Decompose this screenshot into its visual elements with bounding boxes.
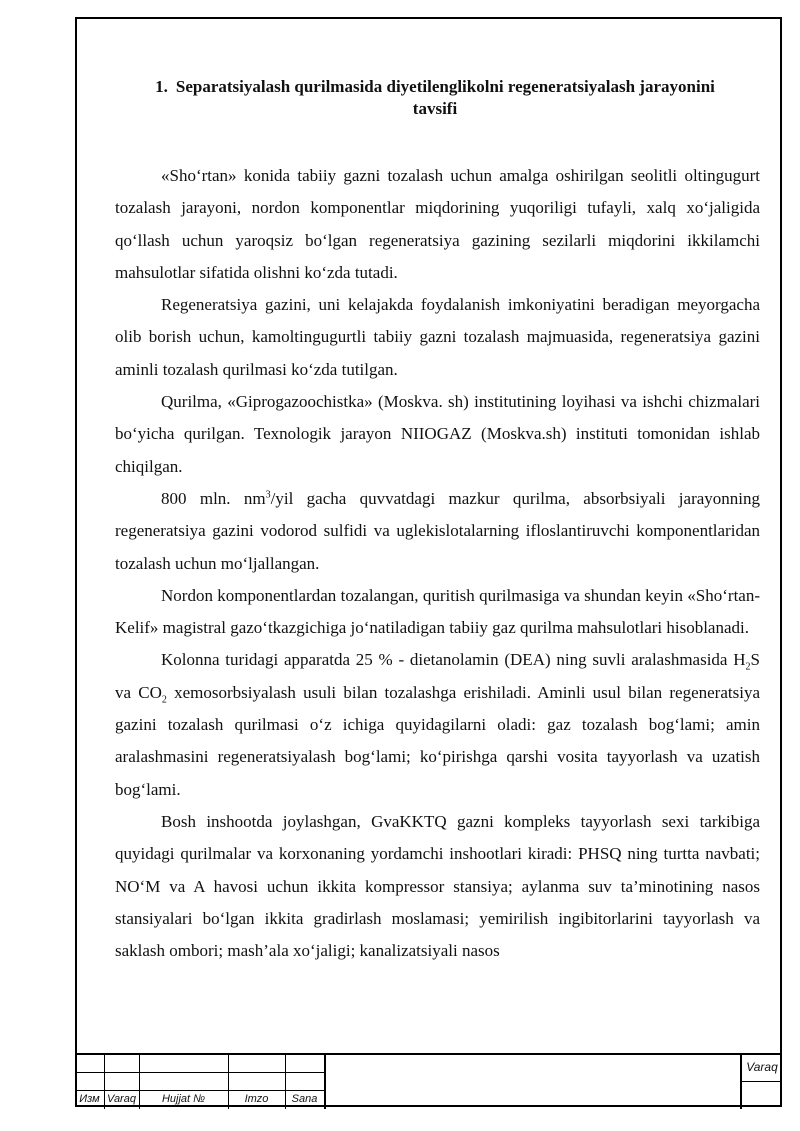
p6-text-a: Kolonna turidagi apparatda 25 % - dietanolamin (DEA) ning suvli aralashmasida H xyxy=(161,650,746,670)
p6-subscript-2: 2 xyxy=(161,694,167,706)
section-title-line1: Separatsiyalash qurilmasida diyetilenglikolni regeneratsiyalash jarayonini xyxy=(175,77,715,96)
p4-superscript: 3 xyxy=(265,489,271,501)
p6-text-c: xemosorbsiyalash usuli bilan tozalashga erishiladi. Aminli usul bilan regeneratsiya gazini tozalash qurilmasi o‘z ichiga quyidagilarni oladi: gaz tozalash bog‘lami; amin aralashmasini regeneratsiyalash bog‘lami; ko‘pirishga qarshi vosita tayyorlash va uzatish bog‘lami. xyxy=(115,682,760,799)
section-heading xyxy=(110,76,760,120)
paragraph-5: Nordon komponentlardan tozalangan, quritish qurilmasiga va shundan keyin «Sho‘rtan-Kelif» magistral gazo‘tkazgichiga jo‘natiladigan tabiiy gaz qurilma mahsulotlari hisoblanadi. xyxy=(115,585,760,638)
section-number: 1. xyxy=(155,77,168,96)
grid-line xyxy=(740,1055,742,1109)
hujjat-label: Hujjat № xyxy=(161,1093,206,1105)
p6-subscript-1: 2 xyxy=(745,661,751,673)
grid-line xyxy=(75,1072,325,1073)
izm-label: Изм xyxy=(79,1093,100,1105)
paragraph-2: Regeneratsiya gazini, uni kelajakda foydalanish imkoniyatini beradigan meyorgacha olib borish uchun, kamoltingugurtli tabiiy gazni tozalash majmuasida, regeneratsiya gazini aminli tozalash qurilmasi ko‘zda tutilgan. xyxy=(115,295,760,379)
grid-line xyxy=(324,1055,326,1109)
title-block xyxy=(75,1053,782,1109)
p4-text-b: /yil gacha quvvatdagi mazkur qurilma, absorbsiyali jarayonning regeneratsiya gazini vodorod sulfidi va uglekislotalarning ifloslantiruvchi komponentlaridan tozalash uchun mo‘ljallangan. xyxy=(115,488,761,573)
p6-text-b: S va CO xyxy=(115,650,760,702)
sheet-label: Varaq xyxy=(746,1060,778,1074)
paragraph-3: Qurilma, «Giprogazoochistka» (Moskva. sh) institutining loyihasi va ishchi chizmalari bo‘yicha qurilgan. Texnologik jarayon NIIOGAZ (Moskva.sh) instituti tomonidan ishlab chiqilgan. xyxy=(115,392,760,476)
paragraph-7: Bosh inshootda joylashgan, GvaKKTQ gazni kompleks tayyorlash sexi tarkibiga quyidagi qurilmalar va korxonaning yordamchi inshootlari kiradi: PHSQ ning turtta navbati; NO‘M va A havosi uchun ikkita kompressor stansiya; aylanma suv ta’minotining nasos stansiyalari bo‘lgan ikkita gradirlash moslamasi; yemirilish ingibitorlarini tayyorlash va saklash ombori; mash’ala xo‘jaligi; kanalizatsiyali nasos xyxy=(115,811,760,961)
imzo-label: Imzo xyxy=(244,1093,269,1105)
grid-line xyxy=(75,1090,325,1091)
paragraph-1: «Sho‘rtan» konida tabiiy gazni tozalash uchun amalga oshirilgan seolitli oltingugurt tozalash jarayoni, nordon komponentlar miqdorining yuqoriligi tufayli, xalq xo‘jaligida qo‘llash uchun yaroqsiz bo‘lgan regeneratsiya gazining sezilarli miqdorini ikkilamchi mahsulotlar sifatida olishni ko‘zda tutadi. xyxy=(115,166,760,282)
p4-text-a: 800 mln. nm xyxy=(161,488,266,508)
paragraph-6 xyxy=(115,644,760,805)
varaq-label: Varaq xyxy=(107,1093,136,1105)
grid-line xyxy=(741,1081,782,1082)
document-body xyxy=(115,160,760,967)
paragraph-4 xyxy=(115,483,760,580)
section-title-line2: tavsifi xyxy=(412,99,458,118)
sana-label: Sana xyxy=(291,1093,318,1105)
